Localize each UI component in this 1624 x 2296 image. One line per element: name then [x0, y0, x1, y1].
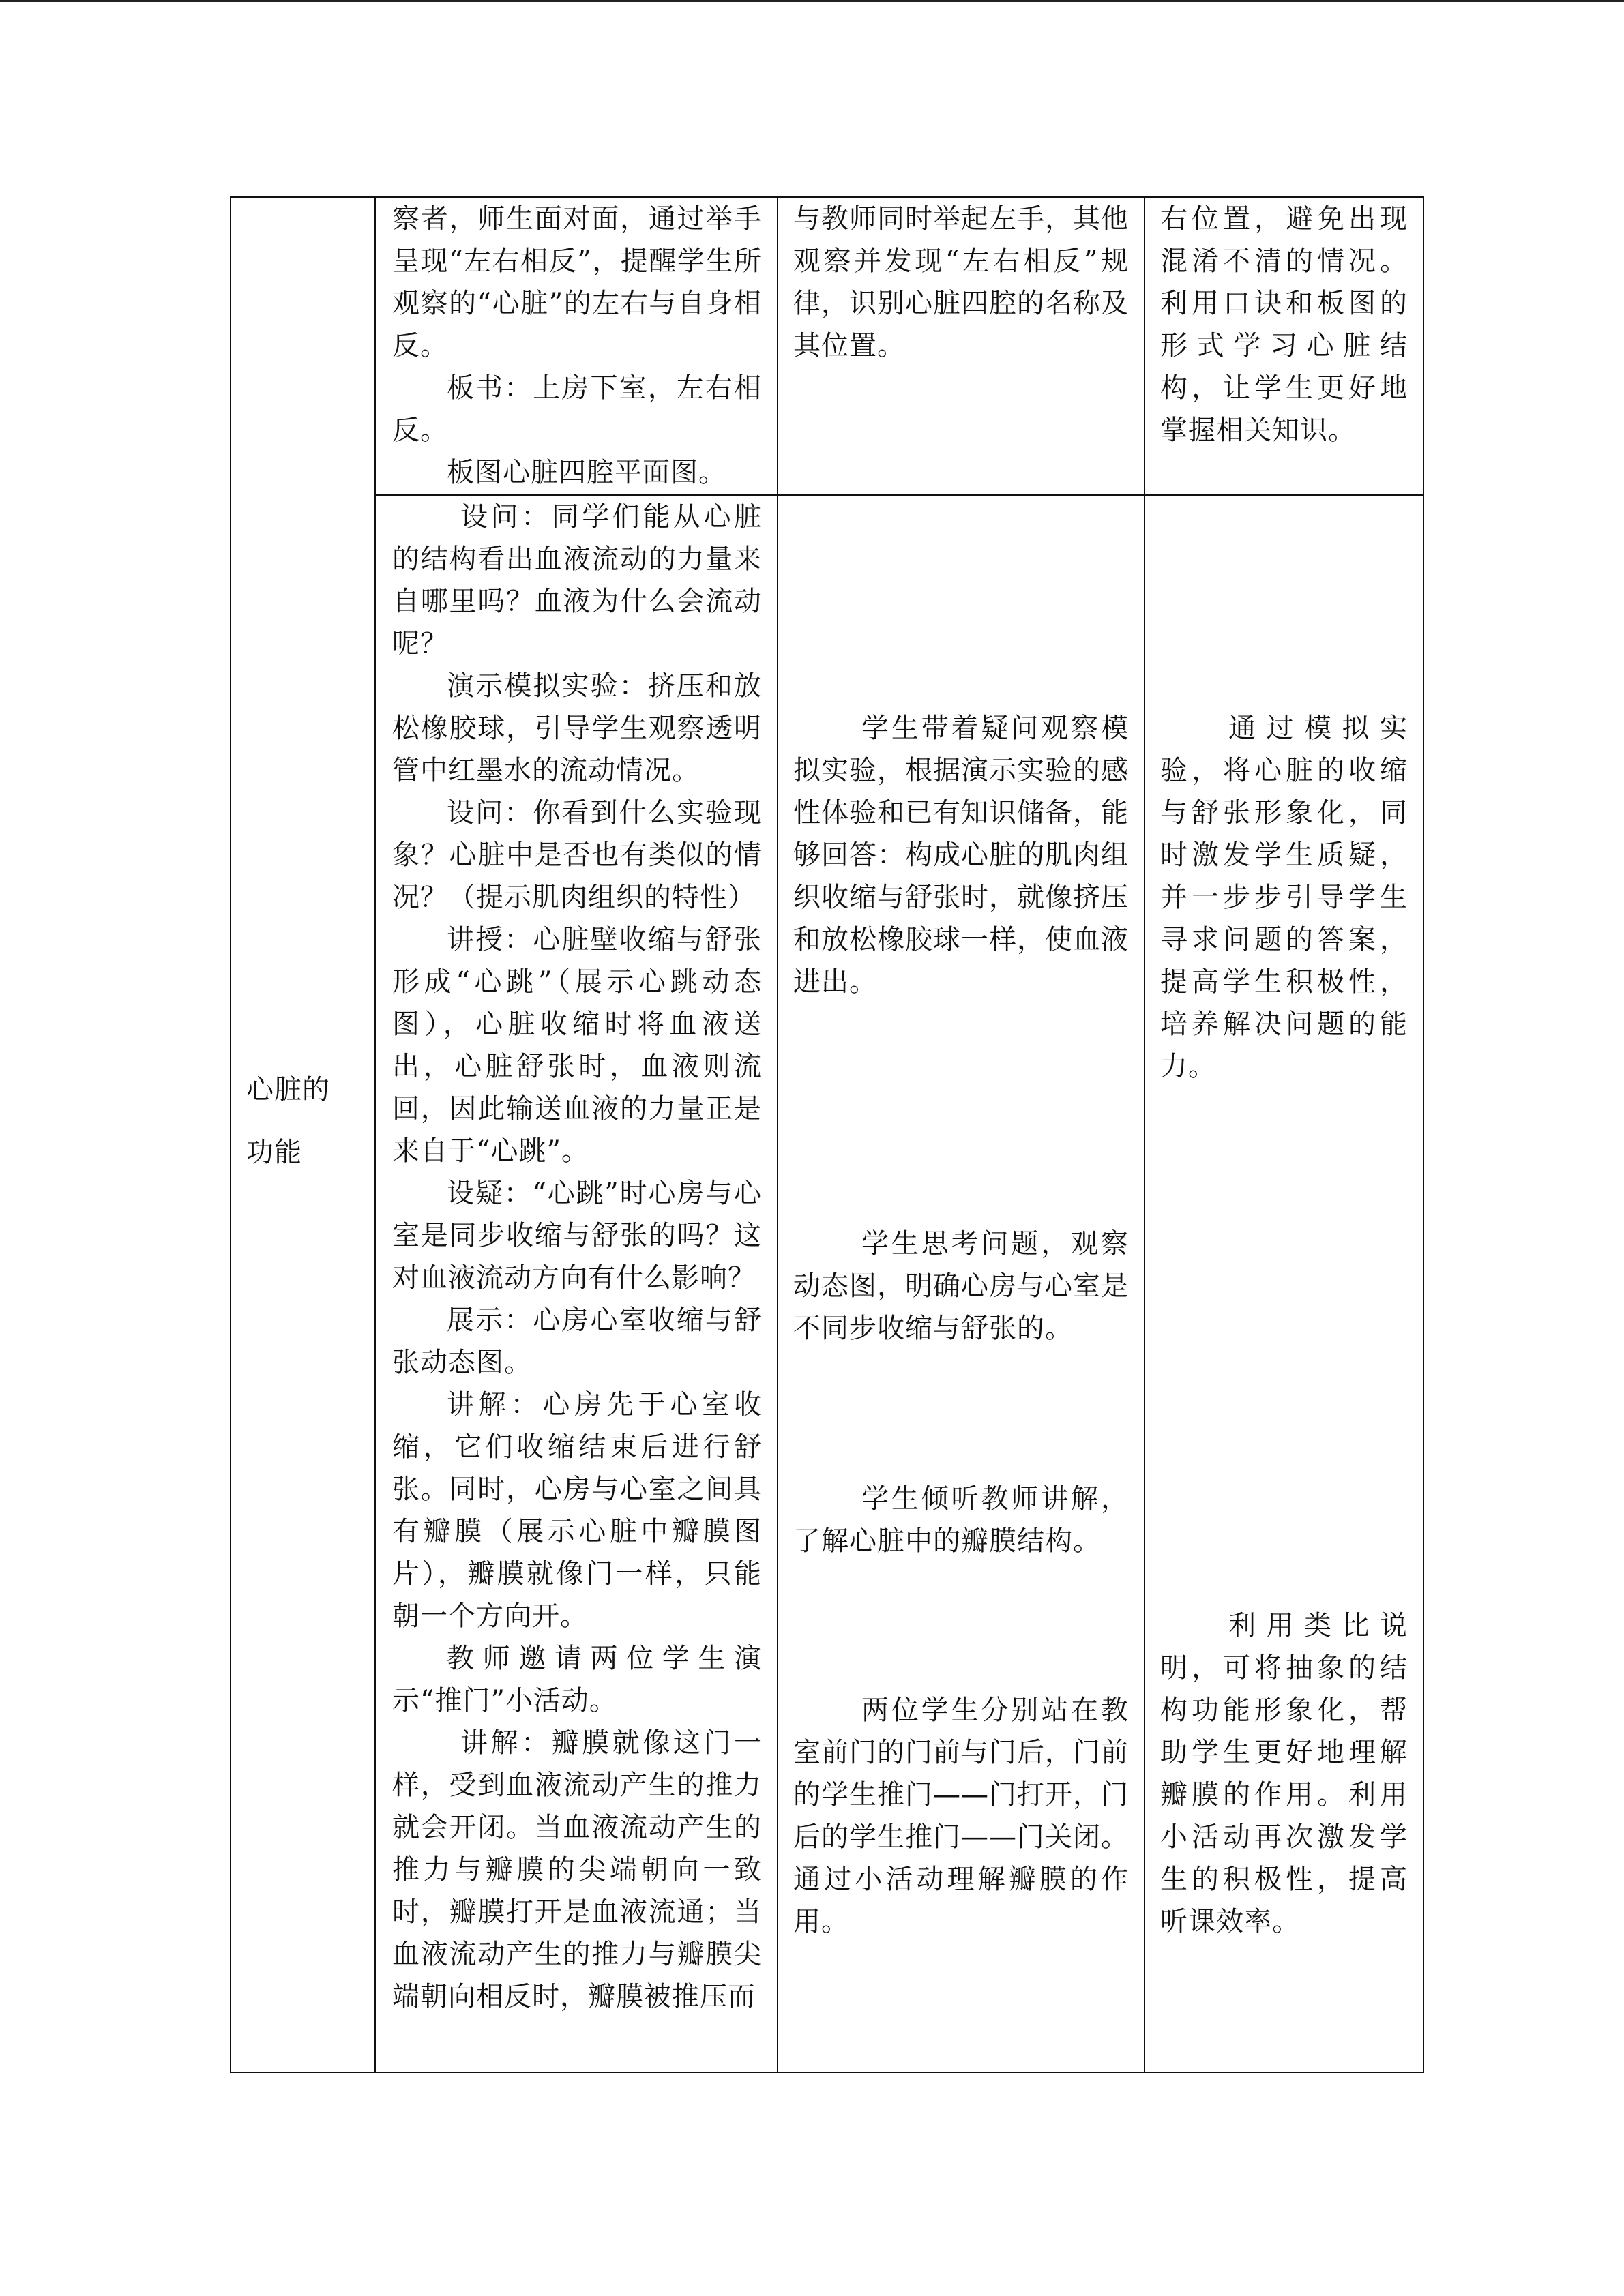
student-paragraph: 学生倾听教师讲解，了解心脏中的瓣膜结构。: [793, 1483, 1129, 1557]
teacher-paragraph: 设问：同学们能从心脏的结构看出血液流动的力量来自哪里吗？血液为什么会流动呢？: [392, 501, 762, 659]
design-intent-cell: [1145, 495, 1423, 2072]
section-cell: [231, 197, 375, 2072]
teacher-paragraph: 察者，师生面对面，通过举手呈现“左右相反”，提醒学生所观察的“心脏”的左右与自身相反。: [392, 203, 762, 361]
teacher-paragraph: 演示模拟实验：挤压和放松橡胶球，引导学生观察透明管中红墨水的流动情况。: [392, 670, 762, 786]
design-paragraph: 利用类比说明，可将抽象的结构功能形象化，帮助学生更好地理解瓣膜的作用。利用小活动再次激发学生的积极性，提高听课效率。: [1160, 1610, 1408, 1937]
page-top-border: [0, 0, 1624, 2]
teacher-paragraph: 讲解：心房先于心室收缩，它们收缩结束后进行舒张。同时，心房与心室之间具有瓣膜（展示心脏中瓣膜图片），瓣膜就像门一样，只能朝一个方向开。: [392, 1389, 762, 1632]
student-paragraph: 两位学生分别站在教室前门的门前与门后，门前的学生推门——门打开，门后的学生推门——门关闭。通过小活动理解瓣膜的作用。: [793, 1695, 1129, 1937]
teacher-paragraph: 展示：心房心室收缩与舒张动态图。: [392, 1304, 762, 1378]
teacher-paragraph: 教师邀请两位学生演示“推门”小活动。: [392, 1643, 762, 1716]
section-label: [246, 1058, 330, 1184]
student-paragraph: 与教师同时举起左手，其他观察并发现“左右相反”规律，识别心脏四腔的名称及其位置。: [793, 203, 1129, 361]
teacher-paragraph: 设问：你看到什么实验现象？心脏中是否也有类似的情况？（提示肌肉组织的特性）: [392, 797, 762, 913]
teacher-paragraph: 板书：上房下室，左右相反。: [392, 372, 762, 446]
table-row: [231, 495, 1423, 2072]
design-paragraph: 右位置，避免出现混淆不清的情况。利用口诀和板图的形式学习心脏结构，让学生更好地掌握相关知识。: [1160, 203, 1408, 446]
teacher-paragraph: 板图心脏四腔平面图。: [447, 457, 726, 488]
student-paragraph: 学生思考问题，观察动态图，明确心房与心室是不同步收缩与舒张的。: [793, 1228, 1129, 1344]
teacher-activity-cell: [375, 197, 778, 495]
teacher-paragraph: 设疑：“心跳”时心房与心室是同步收缩与舒张的吗？这对血液流动方向有什么影响？: [392, 1178, 762, 1294]
student-paragraph: 学生带着疑问观察模拟实验，根据演示实验的感性体验和已有知识储备，能够回答：构成心脏的肌肉组织收缩与舒张时，就像挤压和放松橡胶球一样，使血液进出。: [793, 713, 1129, 998]
student-activity-cell: [778, 495, 1145, 2072]
section-label-line: 心脏的: [246, 1074, 330, 1105]
design-intent-cell: [1145, 197, 1423, 495]
lesson-plan-table: [230, 196, 1424, 2073]
table-row: [231, 197, 1423, 495]
section-label-line: 功能: [246, 1137, 302, 1168]
teacher-activity-cell: [375, 495, 778, 2072]
student-activity-cell: [778, 197, 1145, 495]
teacher-paragraph: 讲授：心脏壁收缩与舒张形成“心跳”（展示心跳动态图），心脏收缩时将血液送出，心脏舒张时，血液则流回，因此输送血液的力量正是来自于“心跳”。: [392, 924, 762, 1167]
teacher-paragraph: 讲解：瓣膜就像这门一样，受到血液流动产生的推力就会开闭。当血液流动产生的推力与瓣膜的尖端朝向一致时，瓣膜打开是血液流通；当血液流动产生的推力与瓣膜尖端朝向相反时，瓣膜被推压而: [392, 1727, 762, 2012]
design-paragraph: 通过模拟实验，将心脏的收缩与舒张形象化，同时激发学生质疑，并一步步引导学生寻求问题的答案，提高学生积极性，培养解决问题的能力。: [1160, 713, 1408, 1082]
